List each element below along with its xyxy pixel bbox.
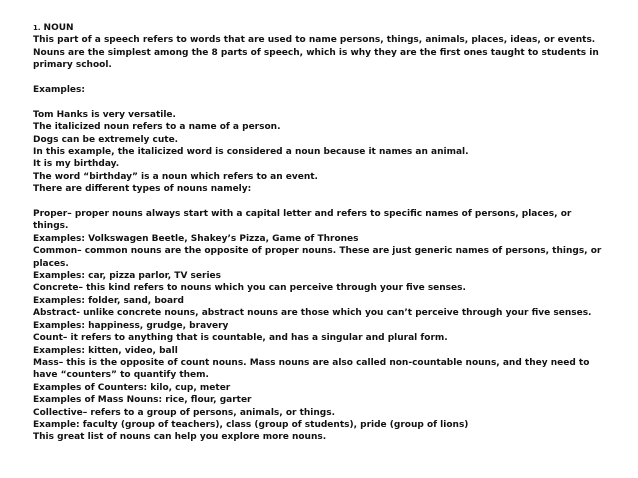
blank-line bbox=[33, 72, 605, 84]
example-line: Dogs can be extremely cute. bbox=[33, 134, 179, 145]
type-line: Example: faculty (group of teachers), class (group of students), pride (group of lions) bbox=[33, 419, 469, 430]
intro-paragraph-1: This part of a speech refers to words that are used to name persons, things, animals, places, ideas, or events. bbox=[33, 35, 596, 46]
type-line: Concrete– this kind refers to nouns which you can perceive through your five senses. bbox=[33, 283, 466, 294]
blank-line bbox=[33, 196, 605, 208]
type-line: Examples: folder, sand, board bbox=[33, 295, 184, 306]
text-body bbox=[33, 22, 605, 444]
example-line: Tom Hanks is very versatile. bbox=[33, 109, 176, 120]
type-line: Examples: kitten, video, ball bbox=[33, 345, 178, 356]
type-line: This great list of nouns can help you explore more nouns. bbox=[33, 432, 327, 443]
example-line: There are different types of nouns namely: bbox=[33, 184, 252, 195]
type-line: Common– common nouns are the opposite of proper nouns. These are just generic names of persons, things, or places. bbox=[33, 246, 602, 269]
example-line: In this example, the italicized word is considered a noun because it names an animal. bbox=[33, 147, 469, 158]
heading-title: NOUN bbox=[43, 23, 74, 33]
type-line: Count– it refers to anything that is countable, and has a singular and plural form. bbox=[33, 333, 448, 344]
blank-line bbox=[33, 96, 605, 108]
intro-paragraph-2: Nouns are the simplest among the 8 parts of speech, which is why they are the first ones taught to students in primary school. bbox=[33, 47, 599, 71]
heading bbox=[33, 22, 605, 34]
type-line: Abstract- unlike concrete nouns, abstract nouns are those which you can’t perceive through your five senses. bbox=[33, 308, 592, 319]
type-line: Examples: happiness, grudge, bravery bbox=[33, 320, 229, 331]
type-line: Collective– refers to a group of persons, animals, or things. bbox=[33, 407, 336, 418]
examples-label: Examples: bbox=[33, 85, 85, 96]
type-line: Proper– proper nouns always start with a capital letter and refers to specific names of persons, places, or things. bbox=[33, 209, 572, 232]
type-line: Examples of Mass Nouns: rice, flour, garter bbox=[33, 395, 252, 406]
example-line: It is my birthday. bbox=[33, 159, 120, 170]
heading-number: 1. bbox=[33, 24, 41, 32]
example-line: The italicized noun refers to a name of a person. bbox=[33, 122, 281, 133]
type-line: Examples: Volkswagen Beetle, Shakey’s Pizza, Game of Thrones bbox=[33, 233, 359, 244]
type-line: Examples: car, pizza parlor, TV series bbox=[33, 271, 221, 282]
type-line: Mass– this is the opposite of count nouns. Mass nouns are also called non-countable nouns, and they need to have “counters” to quantify them. bbox=[33, 357, 590, 381]
type-line: Examples of Counters: kilo, cup, meter bbox=[33, 382, 231, 393]
example-line: The word “birthday” is a noun which refers to an event. bbox=[33, 171, 318, 182]
